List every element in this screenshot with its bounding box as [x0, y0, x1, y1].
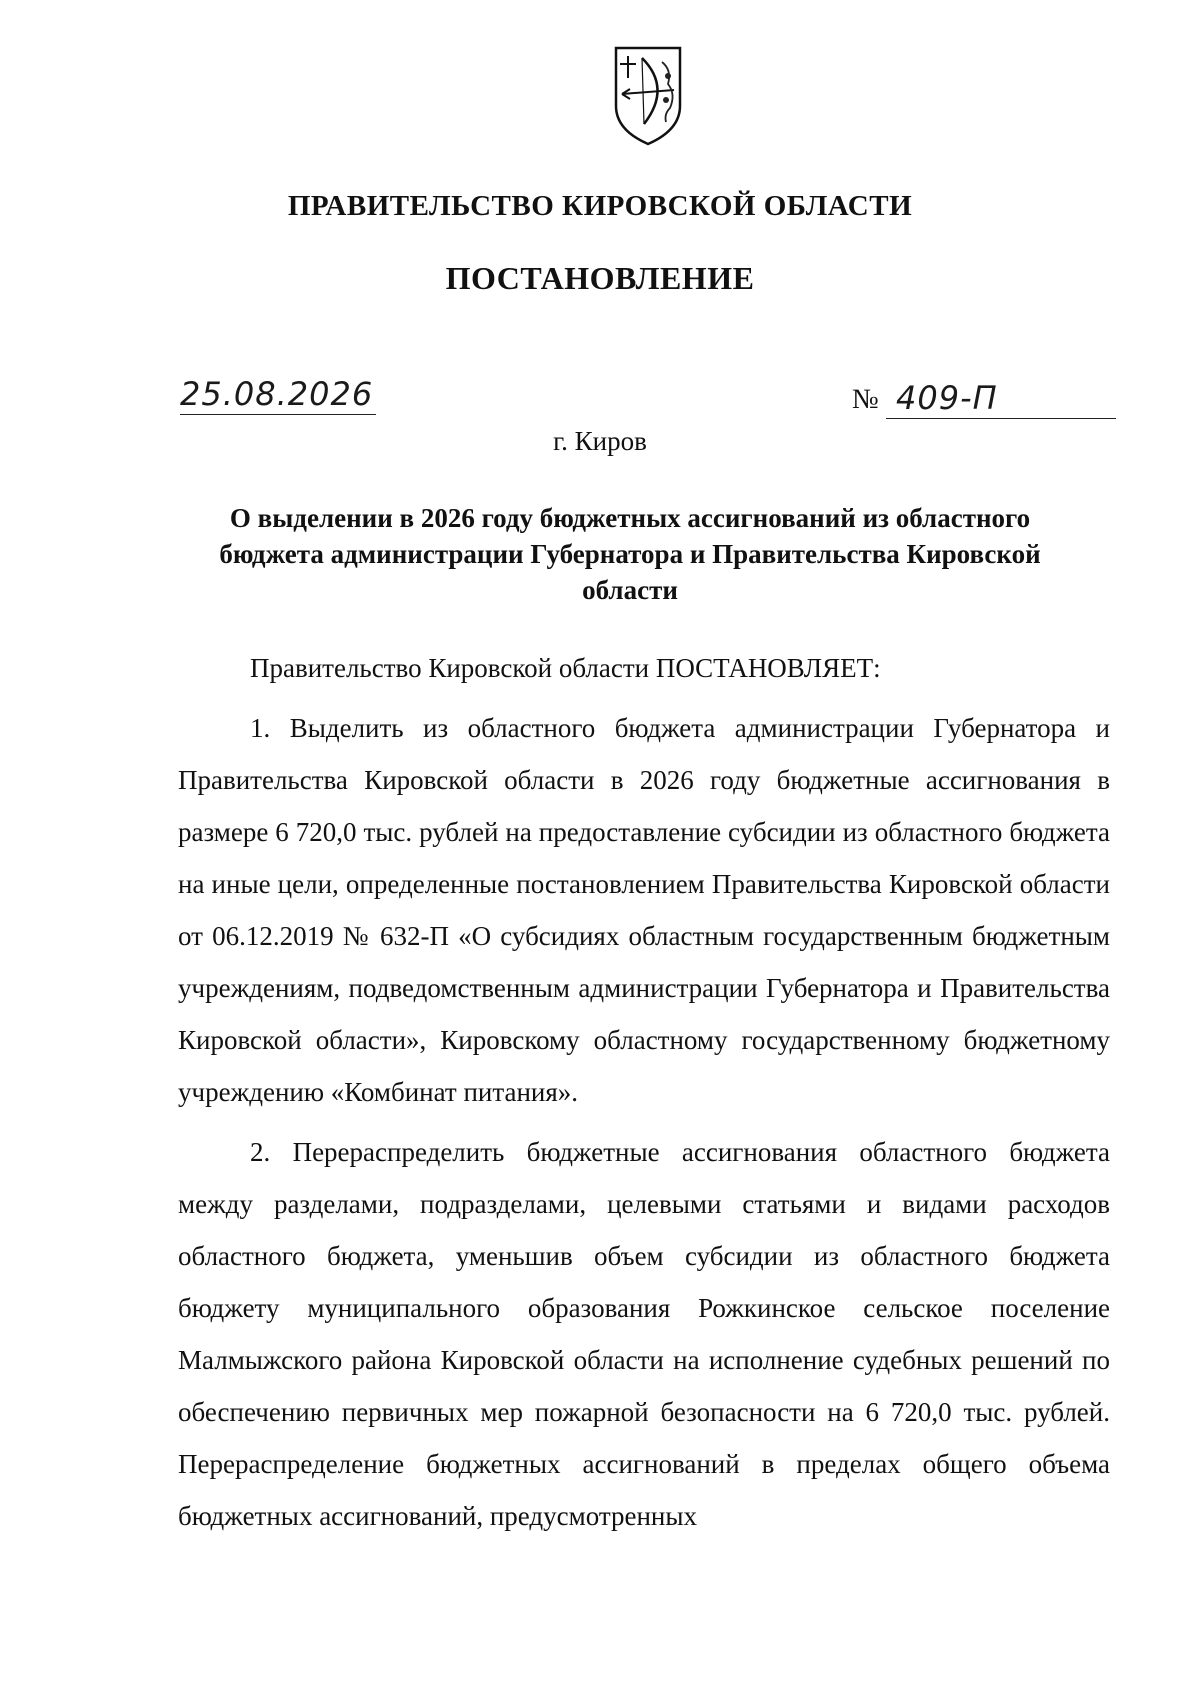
- clause-1: 1. Выделить из областного бюджета администрации Губернатора и Правительства Кировской области в 2026 году бюджетные ассигнования в размере 6 720,0 тыс. рублей на предоставление субсидии из областного бюджета на иные цели, определенные постановлением Правительства Кировской области от 06.12.2019 № 632-П «О субсидиях областным государственным бюджетным учреждениям, подведомственным администрации Губернатора и Правительства Кировской области», Кировскому областному государственному бюджетному учреждению «Комбинат питания».: [178, 713, 1110, 1107]
- document-title: [170, 500, 1090, 608]
- title-line: бюджета администрации Губернатора и Правительства Кировской: [219, 539, 1041, 569]
- document-body: [178, 642, 1110, 1542]
- clause-2: 2. Перераспределить бюджетные ассигнования областного бюджета между разделами, подразделами, целевыми статьями и видами расходов областного бюджета, уменьшив объем субсидии из областного бюджета бюджету муниципального образования Рожкинское сельское поселение Малмыжского района Кировской области на исполнение судебных решений по обеспечению первичных мер пожарной безопасности на 6 720,0 тыс. рублей. Перераспределение бюджетных ассигнований в пределах общего объема бюджетных ассигнований, предусмотренных: [178, 1137, 1110, 1531]
- document-date-field: [180, 375, 376, 415]
- document-date: 25.08.2026: [180, 375, 374, 413]
- number-sign: №: [852, 384, 879, 415]
- title-line: области: [582, 575, 678, 605]
- organization-name: ПРАВИТЕЛЬСТВО КИРОВСКОЙ ОБЛАСТИ: [287, 190, 913, 222]
- document-type: ПОСТАНОВЛЕНИЕ: [445, 260, 755, 296]
- number-line: [886, 379, 1116, 419]
- preamble: Правительство Кировской области ПОСТАНОВЛЯЕТ:: [250, 653, 881, 683]
- title-line: О выделении в 2026 году бюджетных ассигнований из областного: [229, 503, 1031, 533]
- city: г. Киров: [553, 426, 647, 456]
- document-number: 409-П: [896, 379, 998, 417]
- kirov-coat-of-arms-icon: [608, 44, 688, 148]
